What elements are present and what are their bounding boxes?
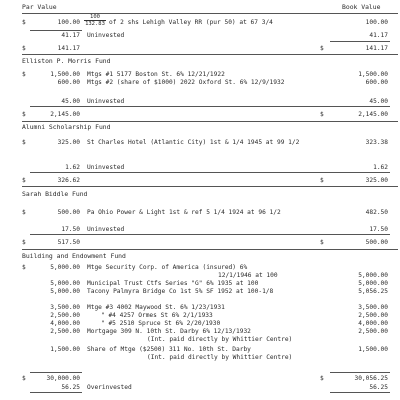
holding-description: Mtge Security Corp. of America (insured) 6%: [87, 264, 248, 271]
par-amount: 56.25: [61, 384, 80, 391]
book-subtotal-rule: [330, 41, 390, 42]
lehigh-row-1: [0, 14, 400, 27]
holding-note: (Int. paid directly by Whittier Centre): [147, 354, 293, 361]
holding-description: Tacony Palmyra Bridge Co 1st 5% SF 1952 at 100-1/8: [87, 288, 274, 295]
book-amount: 56.25: [369, 384, 388, 391]
book-dollar-sign: $: [320, 45, 324, 52]
book-total: 500.00: [365, 239, 388, 246]
book-amount: 5,000.00: [358, 272, 388, 279]
par-dollar-sign: $: [22, 375, 26, 382]
par-dollar-sign: $: [22, 177, 26, 184]
holding-description: Mtge #3 4002 Maywood St. 6% 1/23/1931: [87, 304, 225, 311]
par-amount: 1,500.00: [50, 71, 80, 78]
header-rule: [22, 13, 398, 14]
subtotal-rule: [30, 172, 390, 173]
book-dollar-sign: $: [320, 239, 324, 246]
sarah-total-row: [0, 238, 400, 247]
par-amount: 600.00: [57, 79, 80, 86]
book-amount: 482.50: [365, 209, 388, 216]
holding-description: Pa Ohio Power & Light 1st & ref 5 1/4 1924 at 96 1/2: [87, 209, 281, 216]
holding-note: (Int. paid directly by Whittier Centre): [147, 336, 293, 343]
holding-description: of 2 shs Lehigh Valley RR (pur 50) at 67 3/4: [109, 19, 273, 26]
par-final-rule: [30, 392, 82, 393]
holding-description: Uninvested: [87, 32, 125, 39]
par-amount: 41.17: [61, 32, 80, 39]
alumni-section-title: [0, 123, 400, 132]
section-rule: [22, 249, 398, 250]
fund-title: Sarah Biddle Fund: [22, 190, 88, 198]
book-total: 30,056.25: [354, 375, 388, 382]
fund-title: Building and Endowment Fund: [22, 252, 126, 260]
lehigh-row-2: [0, 31, 400, 40]
par-total: 326.62: [57, 177, 80, 184]
book-total: 325.00: [365, 177, 388, 184]
book-amount: 5,000.00: [358, 280, 388, 287]
par-total: 517.50: [57, 239, 80, 246]
holding-description-cont: 12/1/1946 at 100: [218, 272, 278, 279]
elliston-total-row: [0, 110, 400, 119]
book-amount: 41.17: [369, 32, 388, 39]
par-dollar-sign: $: [22, 209, 26, 216]
par-amount: 5,000.00: [50, 264, 80, 271]
section-rule: [22, 121, 398, 122]
par-amount: 4,000.00: [50, 320, 80, 327]
par-amount: 3,500.00: [50, 304, 80, 311]
book-amount: 1.62: [373, 164, 388, 171]
holding-description: Uninvested: [87, 98, 125, 105]
building-section-title: [0, 252, 400, 261]
book-amount: 1,500.00: [358, 71, 388, 78]
book-amount: 100.00: [365, 19, 388, 26]
par-amount: 100.00: [57, 19, 80, 26]
alumni-row-2: [0, 163, 400, 172]
book-amount: 17.50: [369, 226, 388, 233]
book-final-rule: [330, 392, 390, 393]
par-subtotal-rule: [30, 372, 82, 373]
sarah-row-1: [0, 208, 400, 217]
par-amount: 2,500.00: [50, 312, 80, 319]
building-row-7b: [0, 335, 400, 344]
lehigh-total-row: [0, 44, 400, 53]
holding-description: St Charles Hotel (Atlantic City) 1st & 1/4 1945 at 99 1/2: [87, 139, 300, 146]
book-amount: 4,000.00: [358, 320, 388, 327]
book-value-header: Book Value: [342, 3, 381, 11]
par-amount: 1.62: [65, 164, 80, 171]
fund-title: Elliston P. Morris Fund: [22, 57, 111, 65]
column-header-row: [0, 3, 400, 12]
par-total: 141.17: [57, 45, 80, 52]
par-dollar-sign: $: [22, 264, 26, 271]
par-dollar-sign: $: [22, 239, 26, 246]
elliston-row-2: [0, 78, 400, 87]
book-amount: 3,500.00: [358, 304, 388, 311]
book-amount: 600.00: [365, 79, 388, 86]
alumni-total-row: [0, 176, 400, 185]
holding-description: " #4 4257 Ormes St 6% 2/1/1933: [101, 312, 213, 319]
book-subtotal-rule: [330, 372, 390, 373]
elliston-row-3: [0, 97, 400, 106]
book-amount: 2,500.00: [358, 312, 388, 319]
par-amount: 17.50: [61, 226, 80, 233]
building-row-8b: [0, 353, 400, 362]
sarah-section-title: [0, 190, 400, 199]
book-dollar-sign: $: [320, 111, 324, 118]
par-amount: 500.00: [57, 209, 80, 216]
book-amount: 45.00: [369, 98, 388, 105]
book-amount: 2,500.00: [358, 328, 388, 335]
subtotal-rule: [30, 234, 390, 235]
book-amount: 5,056.25: [358, 288, 388, 295]
par-total: 2,145.00: [50, 111, 80, 118]
book-amount: 323.38: [365, 139, 388, 146]
par-amount: 5,000.00: [50, 288, 80, 295]
book-total: 2,145.00: [358, 111, 388, 118]
par-dollar-sign: $: [22, 19, 26, 26]
subtotal-rule: [30, 106, 390, 107]
book-total: 141.17: [365, 45, 388, 52]
building-overinvested-row: [0, 383, 400, 392]
holding-description: Mtgs #1 5177 Boston St. 6% 12/21/1922: [87, 71, 225, 78]
holding-description: Uninvested: [87, 226, 125, 233]
section-rule: [22, 54, 398, 55]
section-rule: [22, 186, 398, 187]
building-total-row: [0, 374, 400, 383]
par-dollar-sign: $: [22, 45, 26, 52]
alumni-row-1: [0, 138, 400, 147]
holding-description: Municipal Trust Ctfs Series "G" 6% 1935 at 100: [87, 280, 259, 287]
share-fraction: [84, 14, 106, 27]
book-dollar-sign: $: [320, 177, 324, 184]
par-amount: 325.00: [57, 139, 80, 146]
holding-description: Share of Mtge ($2500) 311 No. 10th St. Darby: [87, 346, 251, 353]
fraction-numerator: 100: [84, 14, 106, 21]
par-value-header: Par Value: [22, 3, 57, 11]
par-amount: 2,500.00: [50, 328, 80, 335]
elliston-section-title: [0, 57, 400, 66]
par-amount: 1,500.00: [50, 346, 80, 353]
holding-description: Uninvested: [87, 164, 125, 171]
par-amount: 5,000.00: [50, 280, 80, 287]
fund-title: Alumni Scholarship Fund: [22, 123, 111, 131]
fraction-denominator: 132.83: [85, 21, 105, 27]
holding-description: " #5 2510 Spruce St 6% 2/20/1930: [101, 320, 221, 327]
book-amount: 1,500.00: [358, 346, 388, 353]
par-dollar-sign: $: [22, 71, 26, 78]
holding-description: Overinvested: [87, 384, 132, 391]
sarah-row-2: [0, 225, 400, 234]
book-dollar-sign: $: [320, 375, 324, 382]
holding-description: Mortgage 309 N. 10th St. Darby 6% 12/13/1932: [87, 328, 251, 335]
par-total: 30,000.00: [46, 375, 80, 382]
par-amount: 45.00: [61, 98, 80, 105]
par-dollar-sign: $: [22, 139, 26, 146]
building-row-3: [0, 287, 400, 296]
par-dollar-sign: $: [22, 111, 26, 118]
holding-description: Mtgs #2 (share of $1000) 2022 Oxford St. 6% 12/9/1932: [87, 79, 285, 86]
